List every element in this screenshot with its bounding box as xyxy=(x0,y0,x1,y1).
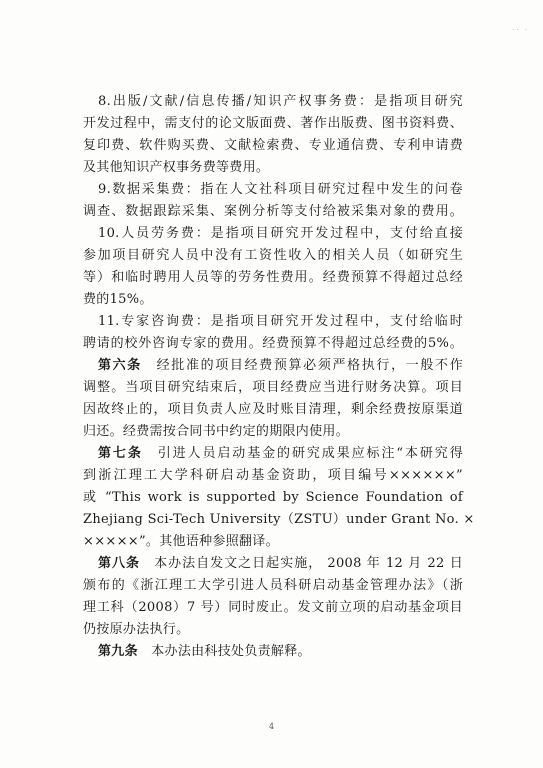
text-line xyxy=(98,225,463,243)
line-text: 到浙江理工大学科研启动基金资助，项目编号××××××” xyxy=(83,468,463,483)
line-text: 费的15%。 xyxy=(83,292,153,307)
line-text: 调整。当项目研究结束后，项目经费应当进行财务决算。项目 xyxy=(83,380,463,395)
text-line xyxy=(83,379,463,397)
line-text: 或 “This work is supported by Science Foundation of xyxy=(83,490,463,505)
line-text: 11.专家咨询费：是指项目研究开发过程中，支付给临时 xyxy=(98,314,463,329)
text-line xyxy=(83,335,463,353)
text-line xyxy=(83,269,463,287)
text-line xyxy=(83,247,463,265)
line-text: Zhejiang Sci-Tech University（ZSTU）under Grant No. × xyxy=(83,512,475,527)
text-line xyxy=(98,313,463,331)
line-text: 9.数据采集费：指在人文社科项目研究过程中发生的问卷 xyxy=(98,182,463,197)
page-number: 4 xyxy=(268,722,275,731)
text-line xyxy=(98,643,463,661)
text-line xyxy=(83,115,463,133)
article-number: 第七条 xyxy=(98,446,143,461)
line-text: 调查、数据跟踪采集、案例分析等支付给被采集对象的费用。 xyxy=(83,204,463,219)
line-text: 引进人员启动基金的研究成果应标注“本研究得 xyxy=(156,446,463,461)
line-text: 本办法由科技处负责解释。 xyxy=(151,644,311,659)
line-text: 8.出版/文献/信息传播/知识产权事务费：是指项目研究 xyxy=(98,94,463,109)
text-line xyxy=(83,489,463,507)
line-text: 经批准的项目经费预算必须严格执行，一般不作 xyxy=(155,358,463,373)
line-text: ×××××”。其他语种参照翻译。 xyxy=(83,534,279,549)
line-text: 复印费、软件购买费、文献检索费、专业通信费、专利申请费 xyxy=(83,138,463,153)
line-text: 本办法自发文之日起实施， 2008 年 12 月 22 日 xyxy=(153,556,463,571)
article-number: 第九条 xyxy=(98,644,138,659)
text-line xyxy=(83,621,463,639)
line-text: 聘请的校外咨询专家的费用。经费预算不得超过总经费的5%。 xyxy=(83,336,463,351)
text-line xyxy=(98,357,463,375)
line-text: 参加项目研究人员中没有工资性收入的相关人员（如研究生 xyxy=(83,248,463,263)
text-line xyxy=(83,599,463,617)
text-line xyxy=(83,203,463,221)
line-text: 及其他知识产权事务费等费用。 xyxy=(83,160,270,175)
line-text: 等）和临时聘用人员等的劳务性费用。经费预算不得超过总经 xyxy=(83,270,463,285)
text-line xyxy=(83,401,463,419)
text-line xyxy=(83,533,463,551)
text-line xyxy=(98,181,463,199)
line-text: 理工科（2008）7 号）同时废止。发文前立项的启动基金项目 xyxy=(83,600,463,615)
article-number: 第八条 xyxy=(98,556,141,571)
text-line xyxy=(83,159,463,177)
text-line xyxy=(83,137,463,155)
line-text: 开发过程中，需支付的论文版面费、著作出版费、图书资料费、 xyxy=(83,116,463,131)
corner-mark: ·· · xyxy=(512,26,529,34)
line-text: 颁布的《浙江理工大学引进人员科研启动基金管理办法》（浙 xyxy=(83,578,463,593)
text-line xyxy=(83,577,463,595)
text-line xyxy=(83,423,463,441)
text-line xyxy=(98,93,463,111)
text-line xyxy=(98,555,463,573)
text-line xyxy=(83,291,463,309)
line-text: 归还。经费需按合同书中约定的期限内使用。 xyxy=(83,424,350,439)
text-line xyxy=(83,467,463,485)
line-text: 10.人员劳务费：是指项目研究开发过程中，支付给直接 xyxy=(98,226,463,241)
text-line xyxy=(83,511,475,529)
line-text: 因故终止的，项目负责人应及时账目清理，剩余经费按原渠道 xyxy=(83,402,463,417)
article-number: 第六条 xyxy=(98,358,142,373)
line-text: 仍按原办法执行。 xyxy=(83,622,190,637)
text-line xyxy=(98,445,463,463)
